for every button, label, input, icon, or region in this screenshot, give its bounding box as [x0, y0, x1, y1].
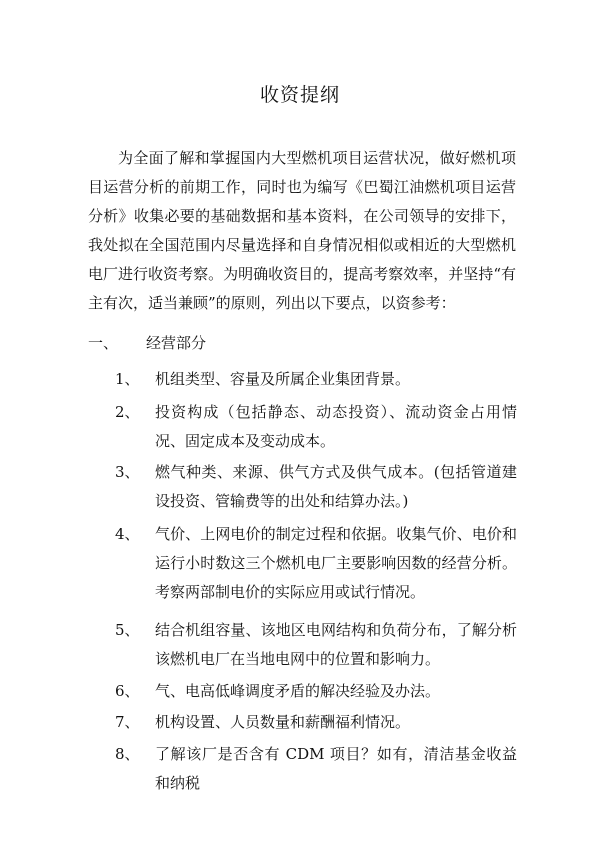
- list-item: [115, 458, 517, 516]
- list-item-text: 机组类型、容量及所属企业集团背景。: [155, 370, 411, 388]
- document-title: 收资提纲: [259, 84, 340, 106]
- list-item-text: 气、电高低峰调度矛盾的解决经验及办法。: [155, 682, 441, 700]
- list-item-number: 3、: [115, 463, 140, 481]
- list-item-text: 燃气种类、来源、供气方式及供气成本。(包括管道建设投资、管输费等的出处和结算办法。): [155, 463, 517, 510]
- section-heading: [88, 329, 206, 358]
- list-item: [115, 398, 517, 456]
- section-label: 经营部分: [146, 334, 207, 352]
- list-item-number: 4、: [115, 525, 140, 543]
- list-item-text: 气价、上网电价的制定过程和依据。收集气价、电价和运行小时数这三个燃机电厂主要影响因数的经营分析。考察两部制电价的实际应用或试行情况。: [155, 525, 517, 601]
- list-item-text: 机构设置、人员数量和薪酬福利情况。: [155, 713, 411, 731]
- list-item: [115, 740, 517, 798]
- list-item-number: 2、: [115, 403, 140, 421]
- list-item-text: 了解该厂是否含有 CDM 项目？如有，清洁基金收益和纳税: [155, 745, 517, 792]
- list-item: [115, 616, 517, 674]
- list-item: [115, 677, 517, 706]
- section-number: 一、: [88, 334, 119, 352]
- list-item-number: 1、: [115, 370, 140, 388]
- list-item-number: 5、: [115, 621, 140, 639]
- list-item-number: 8、: [115, 745, 140, 763]
- list-item-number: 7、: [115, 713, 140, 731]
- list-item: [115, 708, 517, 737]
- list-item-number: 6、: [115, 682, 140, 700]
- list-item: [115, 365, 517, 394]
- intro-paragraph: 为全面了解和掌握国内大型燃机项目运营状况，做好燃机项目运营分析的前期工作，同时也为编写《巴蜀江油燃机项目运营分析》收集必要的基础数据和基本资料，在公司领导的安排下，我处拟在全国范围内尽量选择和自身情况相似或相近的大型燃机电厂进行收资考察。为明确收资目的，提高考察效率，并坚持“有主有次，适当兼顾”的原则，列出以下要点，以资参考：: [88, 149, 516, 312]
- list-item-text: 投资构成（包括静态、动态投资）、流动资金占用情况、固定成本及变动成本。: [155, 403, 517, 450]
- list-item: [115, 520, 517, 607]
- list-item-text: 结合机组容量、该地区电网结构和负荷分布，了解分析该燃机电厂在当地电网中的位置和影响力。: [155, 621, 517, 668]
